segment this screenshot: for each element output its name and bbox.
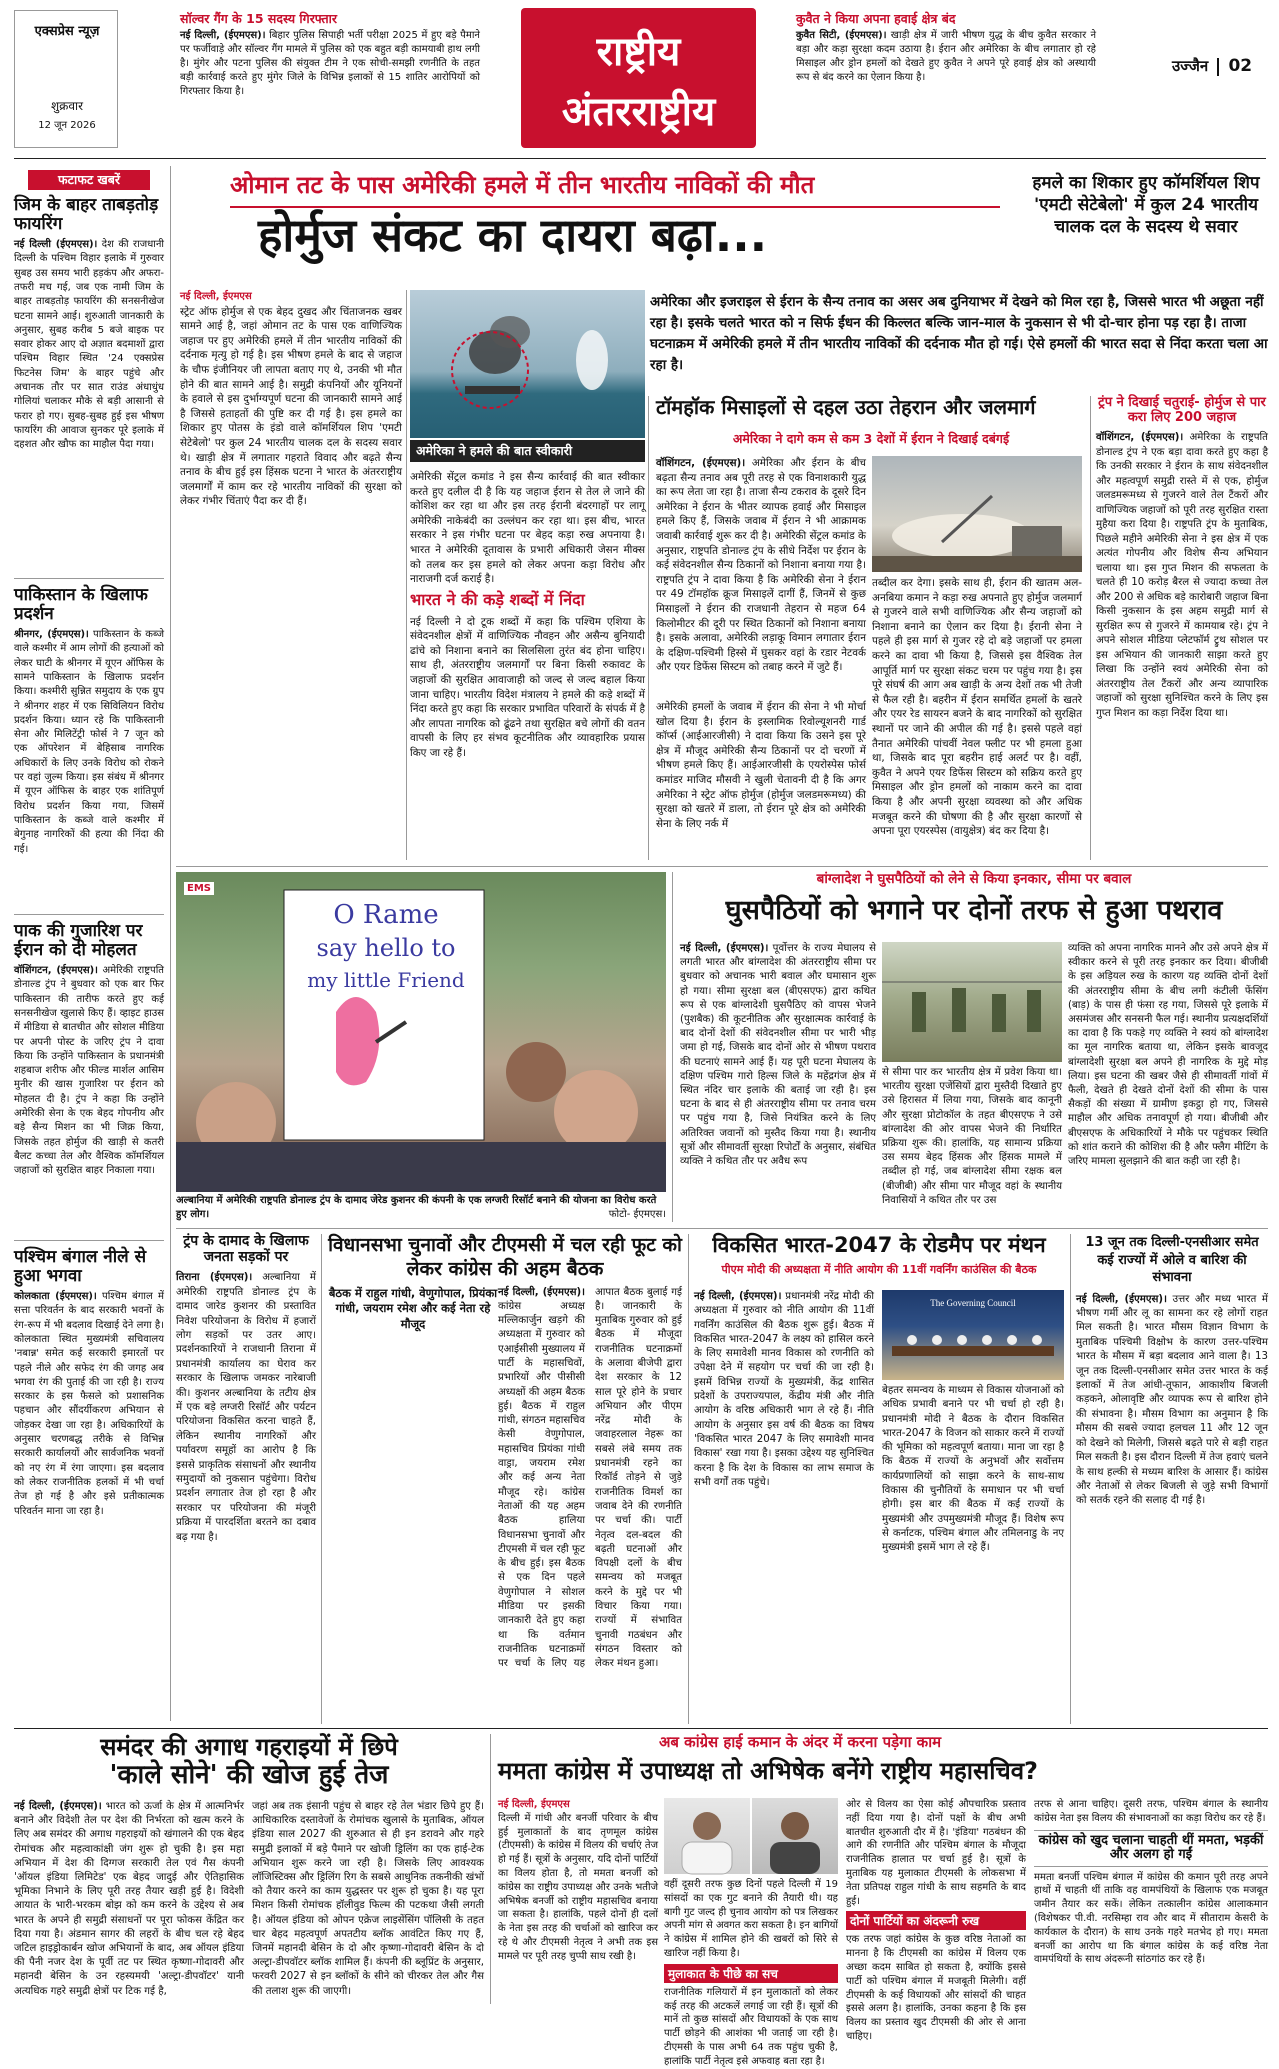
story-dateline: नई दिल्ली, (ईएमएस)। xyxy=(1076,1293,1167,1305)
lead-intro: अमेरिका और इजराइल से ईरान के सैन्य तनाव का असर अब दुनियाभर में देखने को मिल रहा है, जिससे भारत भी अछूता नहीं रहा है। इसके चलते भारत को न सिर्फ ईंधन की किल्लत बल्कि जान-माल के नुकसान से भी दो-चार होना पड़ रहा है। ताजा घटनाक्रम में अमेरिकी हमले में तीन भारतीय नाविकों की दर्दनाक मौत हो गई। ऐसे हमलों की भारत सदा से निंदा करता चला आ रहा है। xyxy=(650,294,1268,373)
lead-col-2 xyxy=(410,470,645,860)
tomahawk-subhead: अमेरिका ने दागे कम से कम 3 देशों में ईरान ने दिखाई दबंगई xyxy=(732,431,1010,446)
tomahawk-body-1: अमेरिका और ईरान के बीच बढ़ता सैन्य तनाव अब पूरी तरह से एक विनाशकारी युद्ध का रूप लेता जा रहा है। ताजा सैन्य टकराव के दूसरे दिन अमेरिका ने ईरान के भीतर व्यापक हवाई और मिसाइल हमले किए हैं, जिसके जवाब में ईरान ने भी आक्रामक जवाबी कार्रवाई शुरू कर दी है। अमेरिकी सेंट्रल कमांड के अनुसार, राष्ट्रपति डोनाल्ड ट्रंप के सीधे निर्देश पर ईरान के कई संवेदनशील सैन्य ठिकानों को निशाना बनाया गया है। राष्ट्रपति ट्रंप ने दावा किया है कि अमेरिकी सेना ने ईरान पर 49 टॉमहॉक क्रूज मिसाइलें दागीं हैं, जिनमें से कुछ मिसाइलों ने ईरान की राजधानी तेहरान से महज 64 किलोमीटर की दूरी पर स्थित ठिकानों को निशाना बनाया है। इसके अलावा, अमेरिकी लड़ाकू विमान लगातार ईरान के दक्षिण-पश्चिमी हिस्से में घुसकर वहां के रडार नेटवर्क और एयर डिफेंस सिस्टम को तबाह करने में जुटे हैं। xyxy=(656,457,866,674)
mamata-subhead-2: दोनों पार्टियों का अंदरूनी रुख xyxy=(846,1911,1026,1930)
lead-kicker: ओमान तट के पास अमेरिकी हमले में तीन भारतीय नाविकों की मौत xyxy=(230,171,815,199)
bangladesh-dateline: नई दिल्ली, (ईएमएस)। xyxy=(680,943,769,954)
vision-col-2 xyxy=(882,1384,1064,1724)
council-banner: The Governing Council xyxy=(930,1298,1016,1308)
oil-col-2 xyxy=(252,1800,484,2004)
brief-title: सॉल्वर गैंग के 15 सदस्य गिरफ्तार xyxy=(180,11,338,26)
sidebar-item-dateline: श्रीनगर, (ईएमएस)। xyxy=(14,629,89,641)
vision-dateline: नई दिल्ली, (ईएमएस)। xyxy=(694,1291,782,1302)
story-subhead: बैठक में राहुल गांधी, वेणुगोपाल, प्रियंका गांधी, जयराम रमेश और कई नेता रहे मौजूद xyxy=(328,1285,498,1331)
story-subhead: पीएम मोदी की अध्यक्षता में नीति आयोग की 11वीं गवर्निंग काउंसिल की बैठक xyxy=(721,1262,1037,1276)
brand-box xyxy=(14,10,118,148)
ship-smoke-icon xyxy=(410,290,645,438)
person-icon xyxy=(664,1798,750,1874)
story-headline: विधानसभा चुनावों और टीएमसी में चल रही फूट को लेकर कांग्रेस की अहम बैठक xyxy=(328,1234,682,1280)
mamata-col-1 xyxy=(498,1798,658,2004)
sidebar-item-dateline: वॉशिंगटन, (ईएमएस)। xyxy=(14,965,98,977)
story-dateline: नई दिल्ली, (ईएमएस)। xyxy=(498,1286,585,1298)
abhishek-photo xyxy=(752,1798,838,1874)
story-dateline: तिराना (ईएमएस)। xyxy=(176,1272,253,1284)
mamata-body-3: वहीं दूसरी तरफ कुछ दिनों पहले दिल्ली में 19 सांसदों का एक गुट बनाने की तैयारी थी। यह बागी गुट जल्द ही चुनाव आयोग को पत्र लिखकर अपनी मांग से अवगत करा सकता है। इन बागियों ने कांग्रेस में शामिल होने की खबरों को सिरे से खारिज नहीं किया है। xyxy=(664,1879,838,1959)
oil-headline-2: 'काले सोने' की खोज हुई तेज xyxy=(109,1759,389,1790)
brief-solver-gang xyxy=(180,12,480,152)
sign-text-2: say hello to xyxy=(316,934,456,962)
soldiers-icon xyxy=(882,942,1062,1062)
section-title-1: राष्ट्रीय xyxy=(596,29,681,75)
story-body: अल्बानिया में अमेरिकी राष्ट्रपति डोनाल्ड ट्रंप के दामाद जारेड कुशनर की प्रस्तावित निवेश परियोजना के विरोध में हजारों लोग सड़कों पर उतर आए। प्रदर्शनकारियों ने राजधानी तिराना में प्रधानमंत्री कार्यालय का घेराव कर सरकार के खिलाफ जमकर नारेबाजी की। कुशनर अल्बानिया के तटीय क्षेत्र में एक बड़े लग्जरी रिसॉर्ट और पर्यटन परियोजना विकसित करना चाहते हैं, लेकिन स्थानीय नागरिकों और पर्यावरण समूहों का आरोप है कि इससे प्राकृतिक संसाधनों और स्थानीय समुदायों को नुकसान पहुंचेगा। विरोध प्रदर्शन लगातार तेज हो रहा है और सरकार पर परियोजना की मंजूरी प्रक्रिया में पारदर्शिता बरतने का दबाव बढ़ गया है। xyxy=(176,1272,316,1543)
page-number: 02 xyxy=(1228,56,1253,76)
tomahawk-headline: टॉमहॉक मिसाइलों से दहल उठा तेहरान और जलमार्ग xyxy=(656,395,1036,419)
ship-photo-caption: अमेरिका ने हमले की बात स्वीकारी xyxy=(410,440,645,462)
sidebar-item-text: अमेरिकी राष्ट्रपति डोनाल्ड ट्रंप ने बुधवार को एक बार फिर पाकिस्तान की तारीफ करते हुए कई सनसनीखेज खुलासे किए हैं। व्हाइट हाउस में मीडिया से बातचीत और सोशल मीडिया पर अपनी पोस्ट के जरिए ट्रंप ने दावा किया कि उन्होंने पाकिस्तान के प्रधानमंत्री शहबाज शरीफ और फील्ड मार्शल आसिम मुनीर की खास गुजारिश पर ईरान को मोहलत दी है। ट्रंप ने कहा कि उन्होंने अमेरिकी सेना के एक बेहद गोपनीय और बड़े सैन्य मिशन का भी जिक्र किया, जिसके तहत होर्मुज की खाड़ी से कतरी बैलट कच्चा तेल और वैश्विक कॉमर्शियल जहाजों को सुरक्षित बाहर निकाला गया। xyxy=(14,965,164,1177)
weather-story xyxy=(1076,1234,1268,1724)
sidebar-header: फटाफट खबरें xyxy=(28,170,150,190)
ems-logo: EMS xyxy=(184,882,214,895)
mamata-col-3 xyxy=(846,1798,1026,2042)
story-headline: ट्रंप के दामाद के खिलाफ जनता सड़कों पर xyxy=(183,1233,309,1265)
city-name: उज्जैन xyxy=(1172,57,1209,75)
section-title-2: अंतरराष्ट्रीय xyxy=(561,89,716,135)
sidebar-quick-news xyxy=(14,166,164,1721)
mamata-side-headline: कांग्रेस को खुद चलाना चाहती थीं ममता, भड़कीं और अलग हो गईं xyxy=(1034,1830,1268,1867)
lead-col-1b xyxy=(180,620,402,860)
bangladesh-col-1 xyxy=(680,942,876,1224)
missile-launch-photo xyxy=(872,456,1082,572)
oil-body-1: भारत को ऊर्जा के क्षेत्र में आत्मनिर्भर बनाने और विदेशी तेल पर देश की निर्भरता को खत्म करने के लिए अब समंदर की अगाध गहराइयों को खंगालने की एक बेहद रोमांचक और महत्वाकांक्षी जंग शुरू हो चुकी है। इस महा अभियान में देश की दिग्गज सरकारी तेल एवं गैस कंपनी 'ऑयल इंडिया लिमिटेड' एक बेहद जादुई और ऐतिहासिक भूमिका निभाने के लिए पूरी तरह तैयार खड़ी हुई है। विदेशी आयात के भारी-भरकम बोझ को कम करने के उद्देश्य से अब भारत के अपने ही समुद्री संसाधनों पर पूरा फोकस केंद्रित कर दिया गया है। अंडमान सागर की लहरों के बीच चल रहे बेहद जटिल हाइड्रोकार्बन खोज अभियानों के बाद, अब ऑयल इंडिया की पैनी नजर देश के पूर्वी तट पर स्थित कृष्णा-गोदावरी और महानदी बेसिन के उन रहस्यमयी 'अल्ट्रा-डीपवॉटर' यानी अत्यधिक गहरे समुद्री क्षेत्रों पर टिक गई है, xyxy=(14,1801,244,1997)
brief-title: कुवैत ने किया अपना हवाई क्षेत्र बंद xyxy=(796,11,956,26)
sidebar-item-text: देश की राजधानी दिल्ली के पश्चिम विहार इलाके में गुरुवार सुबह उस समय भारी हड़कंप और अफरा-तफरी मच गई, जब एक नामी जिम के बाहर ताबड़तोड़ फायरिंग की सनसनीखेज घटना सामने आई। शुरुआती जानकारी के अनुसार, सुबह करीब 5 बजे बाइक पर सवार होकर आए दो अज्ञात बदमाशों द्वारा पश्चिम विहार स्थित '24 एक्सप्रेस फिटनेस जिम' के बाहर पहुंचे और अचानक तौर पर सात राउंड अंधाधुंध गोलियां चलाकर मौके से बड़ी आसानी से फरार हो गए। सुबह-सुबह हुई इस भीषण फायरिंग की आवाज सुनकर पूरे इलाके में दहशत और खौफ का माहौल पैदा गया। xyxy=(14,239,164,451)
story-body: उत्तर और मध्य भारत में भीषण गर्मी और लू का सामना कर रहे लोगों राहत मिल सकती है। भारत मौसम विज्ञान विभाग के मुताबिक पश्चिमी विक्षोभ के कारण उत्तर-पश्चिम भारत के मौसम में बड़ा बदलाव आने वाला है। 13 जून तक दिल्ली-एनसीआर समेत उत्तर भारत के कई इलाकों में तेज आंधी-तूफान, आकाशीय बिजली कड़कने, ओलावृष्टि और व्यापक रूप से बारिश होने की संभावना है। मौसम विभाग का अनुमान है कि मौसम की सबसे ज्यादा हलचल 11 और 12 जून को देखने को मिलेगी, जिससे बढ़ते पारे से बड़ी राहत मिल सकती है। इस दौरान दिल्ली में तेज हवाएं चलने के साथ हल्की से मध्यम बारिश के आसार हैं। कांग्रेस और नेताओं से लेकर बिजली से जुड़े सभी विभागों को सतर्क रहने की सलाह दी गई है। xyxy=(1076,1293,1268,1507)
lead-body-3: अमेरिकी सेंट्रल कमांड ने इस सैन्य कार्रवाई की बात स्वीकार करते हुए दलील दी है कि यह जहाज ईरान से तेल ले जाने की कोशिश कर रहा था और इस तरह ईरानी बंदरगाहों पर लागू अमेरिकी नाकेबंदी का उल्लंघन कर रहा था। इस बीच, भारत सरकार ने इस गंभीर घटना पर बेहद कड़ा रुख अपनाया है। भारत ने अमेरिकी दूतावास के प्रभारी अधिकारी जेसन मीक्स को तलब कर इस हमले को लेकर अपना कड़ा विरोध और नाराजगी दर्ज कराई है। xyxy=(410,471,645,586)
sidebar-item-title: पाकिस्तान के खिलाफ प्रदर्शन xyxy=(14,585,148,625)
mamata-dateline: नई दिल्ली, ईएमएस xyxy=(498,1799,570,1810)
story-headline: 13 जून तक दिल्ली-एनसीआर समेत कई राज्यों में ओले व बारिश की संभावना xyxy=(1085,1235,1259,1286)
story-body: कांग्रेस अध्यक्ष मल्लिकार्जुन खड़गे की अध्यक्षता में गुरुवार को एआईसीसी मुख्यालय में पार्टी के महासचिवों, प्रभारियों और पीसीसी अध्यक्षों की अहम बैठक हुई। बैठक में राहुल गांधी, संगठन महासचिव केसी वेणुगोपाल, महासचिव प्रियंका गांधी वाड्रा, जयराम रमेश और कई अन्य नेता मौजूद रहे। कांग्रेस नेताओं की यह अहम बैठक हालिया विधानसभा चुनावों और टीएमसी में चल रही फूट के बीच हुई। इस बैठक से एक दिन पहले वेणुगोपाल ने सोशल मीडिया पर इसकी जानकारी देते हुए कहा था कि वर्तमान राजनीतिक घटनाक्रमों पर चर्चा के लिए यह आपात बैठक बुलाई गई है। जानकारी के मुताबिक गुरुवार को हुई बैठक में मौजूदा राजनीतिक घटनाक्रमों के अलावा बीजेपी द्वारा देश सरकार के 12 साल पूरे होने के प्रचार अभियान और पीएम नरेंद्र मोदी के जवाहरलाल नेहरू का सबसे लंबे समय तक प्रधानमंत्री रहने का रिकॉर्ड तोड़ने से जुड़े राजनीतिक विमर्श का जवाब देने की रणनीति पर चर्चा की। पार्टी नेतृत्व दल-बदल की बढ़ती घटनाओं और विपक्षी दलों के बीच समन्वय को मजबूत करने के मुद्दे पर भी विचार किया गया। राज्यों में संभावित चुनावी गठबंधन और संगठन विस्तार को लेकर मंथन हुआ। xyxy=(498,1286,682,1670)
mamata-subhead-1: मुलाकात के पीछे का सच xyxy=(664,1964,838,1983)
mamata-col-4 xyxy=(1034,1798,1268,2004)
vision-body-2: बेहतर समन्वय के माध्यम से विकास योजनाओं को अधिक प्रभावी बनाने पर भी चर्चा हो रही है। प्रधानमंत्री मोदी ने बैठक के दौरान विकसित भारत-2047 के विजन को साकार करने में राज्यों की भूमिका को महत्वपूर्ण बताया। माना जा रहा है कि बैठक में राज्यों के अनुभवों और सर्वोत्तम कार्यप्रणालियों को साझा करने के साथ-साथ विकास की चुनौतियों के समाधान पर भी चर्चा होगी। इस बार की बैठक में कई राज्यों के मुख्यमंत्री और उपमुख्यमंत्री मौजूद हैं। विशेष रूप से कर्नाटक, पश्चिम बंगाल और तमिलनाडु के नए मुख्यमंत्री इसमें भाग ले रहे हैं। xyxy=(882,1385,1064,1554)
sidebar-item-title: पाक की गुजारिश पर ईरान को दी मोहलत xyxy=(14,921,143,961)
masthead xyxy=(0,0,1279,158)
mamata-body-1: दिल्ली में गांधी और बनर्जी परिवार के बीच हुई मुलाकातों के बाद तृणमूल कांग्रेस (टीएमसी) के कांग्रेस में विलय की चर्चाएं तेज हो गई हैं। सूत्रों के अनुसार, यदि दोनों पार्टियों का विलय होता है, तो ममता बनर्जी को कांग्रेस का राष्ट्रीय उपाध्यक्ष और उनके भतीजे अभिषेक बनर्जी को राष्ट्रीय महासचिव बनाया जा सकता है। हालांकि, पहले दोनों ही दलों के नेता इस तरह की चर्चाओं को खारिज कर रहे थे और टीएमसी नेतृत्व ने अभी तक इस मामले पर पूरी तरह चुप्पी साध रखी है। xyxy=(498,1812,658,1962)
mamata-col-2 xyxy=(664,1878,838,2067)
trump-ships-headline: ट्रंप ने दिखाई चतुराई- होर्मुज से पार करा लिए 200 जहाज xyxy=(1098,395,1266,425)
sign-text-3: my little Friend xyxy=(307,968,465,992)
issue-day: शुक्रवार xyxy=(50,99,84,113)
governing-council-photo xyxy=(882,1290,1064,1380)
sidebar-item-dateline: कोलकाता (ईएमएस)। xyxy=(14,1291,97,1303)
trump-son-in-law-story xyxy=(176,1234,316,1724)
tomahawk-col-2 xyxy=(872,576,1082,860)
sidebar-item-dateline: नई दिल्ली (ईएमएस)। xyxy=(14,239,98,251)
oil-body-2: जहां अब तक इंसानी पहुंच से बाहर रहे तेल भंडार छिपे हुए हैं। आधिकारिक दस्तावेजों के रोमांचक खुलासे के मुताबिक, ऑयल इंडिया साल 2027 की शुरुआत से ही इन डरावने और गहरे समुद्री इलाकों में बड़े पैमाने पर खोजी ड्रिलिंग का एक हाई-टेक अभियान शुरू करने जा रही है। जिसके लिए आवश्यक लॉजिस्टिक्स और ड्रिलिंग रिग के सबसे आधुनिक तकनीकी खंभों को तैयार करने का काम युद्धस्तर पर शुरू हो चुका है। यह पूरा मिशन किसी रोमांचक हॉलीवुड फिल्म की पटकथा जैसी लगती है। ऑयल इंडिया को ओपन एक्रेज लाइसेंसिंग पॉलिसी के तहत चार बेहद महत्वपूर्ण अपतटीय ब्लॉक आवंटित किए गए हैं, जिनमें महानदी बेसिन के दो और कृष्णा-गोदावरी बेसिन के दो अल्ट्रा-डीपवॉटर ब्लॉक शामिल हैं। कंपनी की ब्लूप्रिंट के अनुसार, फरवरी 2027 से इन ब्लॉकों के सीने को चीरकर तेल और गैस की तलाश शुरू की जाएगी। xyxy=(252,1801,484,1997)
person-icon xyxy=(752,1798,838,1874)
lead-side-headline: हमले का शिकार हुए कॉमर्शियल शिप 'एमटी सेटेबेलो' में कुल 24 भारतीय चालक दल के सदस्य थे सवार xyxy=(1032,173,1260,238)
lead-dateline: नई दिल्ली, ईएमएस xyxy=(180,291,252,302)
protest-photo xyxy=(176,872,666,1192)
brief-dateline: कुवैत सिटी, (ईएमएस)। xyxy=(796,30,887,41)
section-title-box xyxy=(521,8,756,148)
protest-caption xyxy=(176,1194,666,1226)
trump-ships-body: अमेरिका के राष्ट्रपति डोनाल्ड ट्रंप ने एक बड़ा दावा करते हुए कहा है कि उनकी सरकार ने ईरान के साथ संवेदनशील और महत्वपूर्ण समुद्री रास्ते में से एक, होर्मुज जलडमरूमध्य से गुजरने वाले तेल टैंकरों और वाणिज्यिक जहाजों को पूरी तरह सुरक्षित रास्ता मुहैया करा दिया है। राष्ट्रपति ट्रंप के मुताबिक, पिछले महीने अमेरिकी सेना ने इस क्षेत्र में एक अत्यंत गोपनीय और विशेष सैन्य अभियान चलाया था। इस गुप्त मिशन की सफलता के चलते ही 10 करोड़ बैरल से ज्यादा कच्चा तेल और 200 से अधिक बड़े कारोबारी जहाज बिना किसी नुकसान के इस अहम समुद्री मार्ग से सुरक्षित रूप से गुजरने में कामयाब रहे। ट्रंप ने अपने सोशल मीडिया प्लेटफॉर्म ट्रुथ सोशल पर इस अभियान की जानकारी साझा करते हुए लिखा कि उन्होंने स्वयं अमेरिकी सेना को अंतरराष्ट्रीय तेल टैंकरों और अन्य व्यापारिक जहाजों को सुरक्षा सुनिश्चित करने के लिए इस गुप्त मिशन का कड़ा निर्देश दिया था। xyxy=(1096,432,1268,719)
bangladesh-body-2: से सीमा पार कर भारतीय क्षेत्र में प्रवेश किया था। भारतीय सुरक्षा एजेंसियों द्वारा मुस्तैदी दिखाते हुए उसे हिरासत में लिया गया, जिसके बाद कानूनी और सुरक्षा प्रोटोकॉल के तहत बीएसएफ ने उसे बांग्लादेश की ओर वापस भेजने की निर्धारित प्रक्रिया शुरू की। हालांकि, यह सामान्य प्रक्रिया उस समय बेहद हिंसक और हिंसक मामले में तब्दील हो गई, जब बांग्लादेश सीमा रक्षक बल (बीजीबी) और सीमा पार मौजूद वहां के स्थानीय निवासियों ने कथित तौर पर उस xyxy=(882,1067,1062,1206)
lead-subhead: भारत ने की कड़े शब्दों में निंदा xyxy=(410,589,585,609)
lead-body-1: स्ट्रेट ऑफ होर्मुज से एक बेहद दुखद और चिंताजनक खबर सामने आई है, जहां ओमान तट के पास एक वाणिज्यिक जहाज पर हुए अमेरिकी हमले में तीन भारतीय नाविकों की दर्दनाक मृत्यु हो गई है। इस भीषण हमले के बाद से जहाज के चौफ इंजीनियर जी लापता बताए गए थे, उनकी भी मौत होने की बात सामने आई है। समुद्री कंपनियों और यूनियनों के हवाले से इस दुर्भाग्यपूर्ण घटना की जानकारी सामने आई है जिससे हताहतों की पुष्टि कर दी गई है। इस हमले का शिकार हुए पोतस के इंडो वाले कॉमर्शियल शिप 'एमटी सेटेबेलो' पर कुल 24 भारतीय चालक दल के सदस्य सवार थे। खाड़ी क्षेत्र में लगातार गहराते विवाद और बढ़ते सैन्य तनाव के बीच हुई इस हिंसक घटना ने भारत के अंतरराष्ट्रीय जलमार्गों में काम कर रहे भारतीय नाविकों की सुरक्षा को लेकर गंभीर चिंताएं पैदा कर दी हैं। xyxy=(180,305,402,508)
mamata-body-4: राजनीतिक गलियारों में इन मुलाकातों को लेकर कई तरह की अटकलें लगाई जा रही हैं। सूत्रों की मानें तो कुछ सांसदों और विधायकों के एक साथ पार्टी छोड़ने की आशंका भी जताई जा रही है। टीएमसी के पास अभी 64 तक पहुंच चुकी है, हालांकि पार्टी नेतृत्व इसे अफवाह बता रहा है। xyxy=(664,1986,838,2067)
sign-text-1: O Rame xyxy=(333,900,439,930)
protest-caption-text: अल्बानिया में अमेरिकी राष्ट्रपति डोनाल्ड ट्रंप के दामाद जेरेड कुशनर की कंपनी के एक लग्जरी रिसॉर्ट बनाने की योजना का विरोध करते हुए लोग। xyxy=(176,1195,657,1220)
trump-ships-story xyxy=(1096,396,1268,860)
missile-icon xyxy=(872,456,1082,572)
mamata-photo xyxy=(664,1798,750,1874)
bangladesh-col-3 xyxy=(1068,942,1268,1224)
mamata-kicker: अब कांग्रेस हाई कमान के अंदर में करना पड़ेगा काम xyxy=(658,1733,942,1751)
oil-headline-1: समंदर की अगाध गहराइयों में छिपे xyxy=(100,1733,398,1761)
oil-col-1 xyxy=(14,1800,244,2004)
brief-text: बिहार पुलिस सिपाही भर्ती परीक्षा 2025 में हुए बड़े पैमाने पर फर्जीवाड़े और सॉल्वर गैंग मामले में पुलिस को एक बहुत बड़ी कामयाबी हाथ लगी है। मुंगेर और पटना पुलिस की संयुक्त टीम ने एक सोची-समझी रणनीति के तहत बड़ी कार्रवाई करते हुए मुंगेर जिले के विभिन्न इलाकों से 15 शातिर आरोपियों को गिरफ्तार किया है। xyxy=(180,30,480,97)
oil-dateline: नई दिल्ली, (ईएमएस)। xyxy=(14,1801,102,1812)
sidebar-item-title: जिम के बाहर ताबड़तोड़ फायरिंग xyxy=(14,195,159,235)
bangladesh-headline: घुसपैठियों को भगाने पर दोनों तरफ से हुआ पथराव xyxy=(725,895,1223,926)
congress-meeting-story xyxy=(328,1234,682,1724)
sidebar-item-title: पश्चिम बंगाल नीले से हुआ भगवा xyxy=(14,1247,147,1287)
tomahawk-body-3: तब्दील कर देगा। इसके साथ ही, ईरान की खातम अल-अनबिया कमान ने कड़ा रुख अपनाते हुए होर्मुज जलमार्ग से गुजरने वाले सभी वाणिज्यिक और सैन्य जहाजों को निशाना बनाने का ऐलान कर दिया है। ईरानी सेना ने पहले ही इस मार्ग से गुजर रहे दो बड़े जहाजों पर हमला करने का दावा भी किया है, जिससे इस वैश्विक तेल आपूर्ति मार्ग पर सुरक्षा संकट चरम पर पहुंच गया है। इस पूरे संघर्ष की आग अब खाड़ी के अन्य देशों तक भी तेजी से फैल रही है। बहरीन में ईरान समर्थित हमलों के खतरे और एयर रेड सायरन बजने के बाद नागरिकों को सुरक्षित स्थानों पर जाने की अपील की गई है। इससे पहले वहां तैनात अमेरिकी पांचवीं नेवल फ्लीट पर भी हमला हुआ था, जिसके बाद पूरा बहरीन हाई अलर्ट पर है। वहीं, कुवैत ने अपने एयर डिफेंस सिस्टम को सक्रिय करते हुए मिसाइल और ड्रोन हमलों को नाकाम करने का दावा किया है और अपनी सुरक्षा व्यवस्था को और अधिक मजबूत करने की घोषणा की है और सुरक्षा कारणों से अपना पूरा एयरस्पेस (वायुक्षेत्र) बंद कर दिया है। xyxy=(872,577,1082,838)
brief-dateline: नई दिल्ली, (ईएमएस)। xyxy=(180,30,266,41)
trump-ships-dateline: वॉशिंगटन, (ईएमएस)। xyxy=(1096,432,1184,444)
bangladesh-body-3: व्यक्ति को अपना नागरिक मानने और उसे अपने क्षेत्र में स्वीकार करने से पूरी तरह इनकार कर दिया। बीजीबी के इस अड़ियल रुख के कारण यह व्यक्ति दोनों देशों की अंतरराष्ट्रीय सीमा के बीच लगी कंटीली फेंसिंग (बाड़) के पास ही फंसा रह गया, जिससे पूरे इलाके में असमंजस और सनसनी फैल गई। स्थानीय प्रत्यक्षदर्शियों का दावा है कि पकड़े गए व्यक्ति ने स्वयं को बांग्लादेश का मूल नागरिक बताया था, लेकिन इसके बावजूद बांग्लादेशी सुरक्षा बल अपने ही नागरिक के मुद्दे मोड़ लिया। इस घटना की खबर जैसे ही सीमावर्ती गांवों में फैली, देखते ही देखते दोनों देशों की सीमा के पास सैकड़ों की संख्या में ग्रामीण इकट्ठा हो गए, जिससे माहौल और अधिक तनावपूर्ण हो गया। बीजीबी और बीएसएफ के अधिकारियों ने मौके पर पहुंचकर स्थिति को शांत कराने की कोशिश की है और फ्लैग मीटिंग के जरिए मामला सुलझाने की बात कही जा रही है। xyxy=(1068,943,1268,1168)
story-headline: विकसित भारत-2047 के रोडमैप पर मंथन xyxy=(712,1233,1046,1257)
sidebar-item-text: पश्चिम बंगाल में सत्ता परिवर्तन के बाद सरकारी भवनों के रंग-रूप में भी बदलाव दिखाई देने लगा है। कोलकाता स्थित मुख्यमंत्री सचिवालय 'नबान्न' समेत कई सरकारी इमारतों पर पहले नीले और सफेद रंग की जगह अब भगवा रंग की पुताई की जा रही है। राज्य सरकार के इस फैसले को प्रशासनिक पहचान और सौंदर्यीकरण अभियान से जोड़कर देखा जा रहा है। अधिकारियों के अनुसार चरणबद्ध तरीके से विभिन्न सरकारी कार्यालयों और सार्वजनिक भवनों को नए रंग में रंगा जाएगा। इस बदलाव को लेकर राजनीतिक हलकों में भी चर्चा तेज हो गई है और इसे प्रतीकात्मक परिवर्तन माना जा रहा है। xyxy=(14,1291,164,1517)
brand-name: एक्सप्रेस न्यूज़ xyxy=(34,24,100,39)
bangladesh-kicker: बांग्लादेश ने घुसपैठियों को लेने से किया इनकार, सीमा पर बवाल xyxy=(816,871,1132,887)
bangladesh-col-2 xyxy=(882,1066,1062,1224)
border-patrol-photo xyxy=(882,942,1062,1062)
tomahawk-dateline: वॉशिंगटन, (ईएमएस)। xyxy=(656,457,746,469)
lead-body-4: नई दिल्ली ने दो टूक शब्दों में कहा कि पश्चिम एशिया के संवेदनशील क्षेत्रों में वाणिज्यिक नौवहन और असैन्य बुनियादी ढांचे को निशाना बनाने का सिलसिला तुरंत बंद होना चाहिए। साथ ही, अंतरराष्ट्रीय जलमार्गों पर बिना किसी रुकावट के जहाजों की सुरक्षित आवाजाही को जल्द से जल्द बहाल किया जाना चाहिए। भारतीय विदेश मंत्रालय ने हमले की कड़े शब्दों में निंदा करते हुए कहा कि सरकार प्रभावित परिवारों के संपर्क में है और लापता नागरिक को ढूंढने तथा सुरक्षित बचे लोगों की वतन वापसी के लिए हर संभव कूटनीतिक और व्यावहारिक प्रयास किए जा रहे हैं। xyxy=(410,615,645,759)
page-info xyxy=(1172,56,1268,86)
issue-date: 12 जून 2026 xyxy=(38,120,96,131)
sidebar-item xyxy=(14,196,164,576)
mamata-body-7: तरफ से आना चाहिए। दूसरी तरफ, पश्चिम बंगाल के स्थानीय कांग्रेस नेता इस विलय की संभावनाओं का कड़ा विरोध कर रहे हैं। xyxy=(1034,1799,1268,1824)
brief-text: खाड़ी क्षेत्र में जारी भीषण युद्ध के बीच कुवैत सरकार ने बड़ा और कड़ा सुरक्षा कदम उठाया है। ईरान और अमेरिका के बीच लगातार हो रहे मिसाइल और ड्रोन हमलों को देखते हुए कुवैत ने अपने पूरे हवाई क्षेत्र को अस्थायी रूप से बंद करने का ऐलान किया है। xyxy=(796,30,1097,83)
mamata-body-5: ओर से विलय का ऐसा कोई औपचारिक प्रस्ताव नहीं दिया गया है। दोनों पक्षों के बीच अभी बातचीत शुरुआती दौर में है। 'इंडिया' गठबंधन की आगे की रणनीति और पश्चिम बंगाल के मौजूदा राजनीतिक हालात पर चर्चा हुई है। सूत्रों के मुताबिक यह मुलाकात टीएमसी के लोकसभा में नेता प्रतिपक्ष राहुल गांधी के साथ सहमति के बाद हुई। xyxy=(846,1799,1026,1907)
tomahawk-body-2: अमेरिकी हमलों के जवाब में ईरान की सेना ने भी मोर्चा खोल दिया है। ईरान के इस्लामिक रिवोल्यूशनरी गार्ड कॉर्प्स (आईआरजीसी) ने दावा किया कि उसने इस पूरे क्षेत्र में मौजूद अमेरिकी सैन्य ठिकानों पर दो चरणों में भीषण हमले किए हैं। आईआरजीसी के एयरोस्पेस फोर्स कमांडर माजिद मौसवी ने खुली चेतावनी दी है कि अगर अमेरिका ने स्ट्रेट ऑफ होर्मुज (होर्मुज जलडमरूमध्य) की सुरक्षा को खतरे में डाला, तो ईरान पूरे क्षेत्र को अमेरिकी सेना के लिए नर्क में xyxy=(656,701,866,830)
tomahawk-col-1b xyxy=(656,700,866,860)
sidebar-item xyxy=(14,1248,164,1718)
photo-credit: फोटो- ईएमएस। xyxy=(608,1209,666,1220)
vision-body-1: प्रधानमंत्री नरेंद्र मोदी की अध्यक्षता में गुरुवार को नीति आयोग की 11वीं गवर्निंग काउंसिल की बैठक शुरू हुई। बैठक में विकसित भारत-2047 के लक्ष्य को हासिल करने के लिए समावेशी मानव विकास को रणनीति को उपेक्षा देने में सहयोग पर चर्चा की जा रही है। इसमें विभिन्न राज्यों के मुख्यमंत्री, केंद्र शासित प्रदेशों के उपराज्यपाल, केंद्रीय मंत्री और नीति आयोग के वरिष्ठ अधिकारी भाग ले रहे हैं। नीति आयोग के अनुसार इस वर्ष की बैठक का विषय 'विकसित भारत 2047 के लिए समावेशी मानव विकास' रखा गया है। इसका उद्देश्य यह सुनिश्चित करना है कि देश के विकास का लाभ समाज के सभी वर्गों तक पहुंचे। xyxy=(694,1291,874,1488)
mamata-body-6: एक तरफ जहां कांग्रेस के कुछ वरिष्ठ नेताओं का मानना है कि टीएमसी का कांग्रेस में विलय एक अच्छा कदम साबित हो सकता है, क्योंकि इससे पार्टी को पश्चिम बंगाल में मजबूती मिलेगी। वहीं टीएमसी के कई विधायकों और सांसदों की चाहत इससे अलग है। हालांकि, उनका कहना है कि इस विलय का प्रस्ताव खुद टीएमसी की ओर से आना चाहिए। xyxy=(846,1934,1026,2042)
mamata-headline: ममता कांग्रेस में उपाध्यक्ष तो अभिषेक बनेंगे राष्ट्रीय महासचिव? xyxy=(498,1757,1038,1785)
lead-headline: होर्मुज संकट का दायरा बढ़ा... xyxy=(258,208,768,262)
vision-col-1 xyxy=(694,1290,874,1724)
mamata-body-8: ममता बनर्जी पश्चिम बंगाल में कांग्रेस की कमान पूरी तरह अपने हाथों में चाहती थीं ताकि वह वामपंथियों के खिलाफ एक मजबूत जमीन तैयार कर सकें। लेकिन तत्कालीन कांग्रेस आलाकमान (विशेषकर पी.वी. नरसिम्हा राव और बाद में सीताराम केसरी के कार्यकाल के दौरान) के साथ उनके गहरे मतभेद हो गए। ममता बनर्जी का आरोप था कि बंगाल कांग्रेस के कई वरिष्ठ नेता वामपंथियों के साथ अंदरूनी सांठगांठ कर रहे हैं। xyxy=(1034,1871,1268,1966)
sidebar-item-text: पाकिस्तान के कब्जे वाले कश्मीर में आम लोगों की हत्याओं को लेकर घाटी के श्रीनगर में यूएन ऑफिस के सामने पाकिस्तान के खिलाफ प्रदर्शन किया। कश्मीरी सुन्नित समुदाय के एक ग्रुप ने श्रीनगर शहर में एक सिविलियन विरोध प्रदर्शन किया। ध्यान रहे कि पाकिस्तानी सेना और मिलिटेंट्री फोर्स ने 7 जून को एक ऑपरेशन में बेहिसाब नागरिक अधिकारों के लिए उनके विरोध को रोकने पर वहां जुल्म किया। इस संबंध में श्रीनगर में यूएन ऑफिस के बाहर एक शांतिपूर्ण विरोध प्रदर्शन किया गया, जिसमें पाकिस्तान के कब्जे वाले कश्मीर में बेगुनाह नागरिकों की हत्या की निंदा की गई। xyxy=(14,629,164,855)
brief-kuwait-airspace xyxy=(796,12,1096,152)
bangladesh-body-1: पूर्वोत्तर के राज्य मेघालय से लगती भारत और बांग्लादेश की अंतरराष्ट्रीय सीमा पर बुधवार को अचानक भारी बवाल और घमासान शुरू हो गया। सीमा सुरक्षा बल (बीएसएफ) द्वारा कथित रूप से एक बांग्लादेशी घुसपैठिए को वापस भेजने (पुशबैक) की कूटनीतिक और सुरक्षात्मक कार्रवाई के बाद दोनों देशों की संवेदनशील सीमा पर भारी भीड़ जमा हो गई, जिसके बाद दोनों ओर से भीषण पथराव की घटनाएं सामने आई हैं। यह पूरी घटना मेघालय के दक्षिण पश्चिम गारो हिल्स जिले के महेंद्रगंज क्षेत्र में स्थित नंदिर चार इलाके की बताई जा रही है। इस घटना के बाद से ही अंतरराष्ट्रीय सीमा पर तनाव चरम पर पहुंच गया है, जिसे नियंत्रित करने के लिए अतिरिक्त जवानों को मुस्तैद किया गया है। स्थानीय सूत्रों और सीमावर्ती सुरक्षा रिपोर्टों के अनुसार, संबंधित व्यक्ति ने कथित तौर पर अवैध रूप xyxy=(680,943,876,1168)
ship-photo xyxy=(410,290,645,438)
